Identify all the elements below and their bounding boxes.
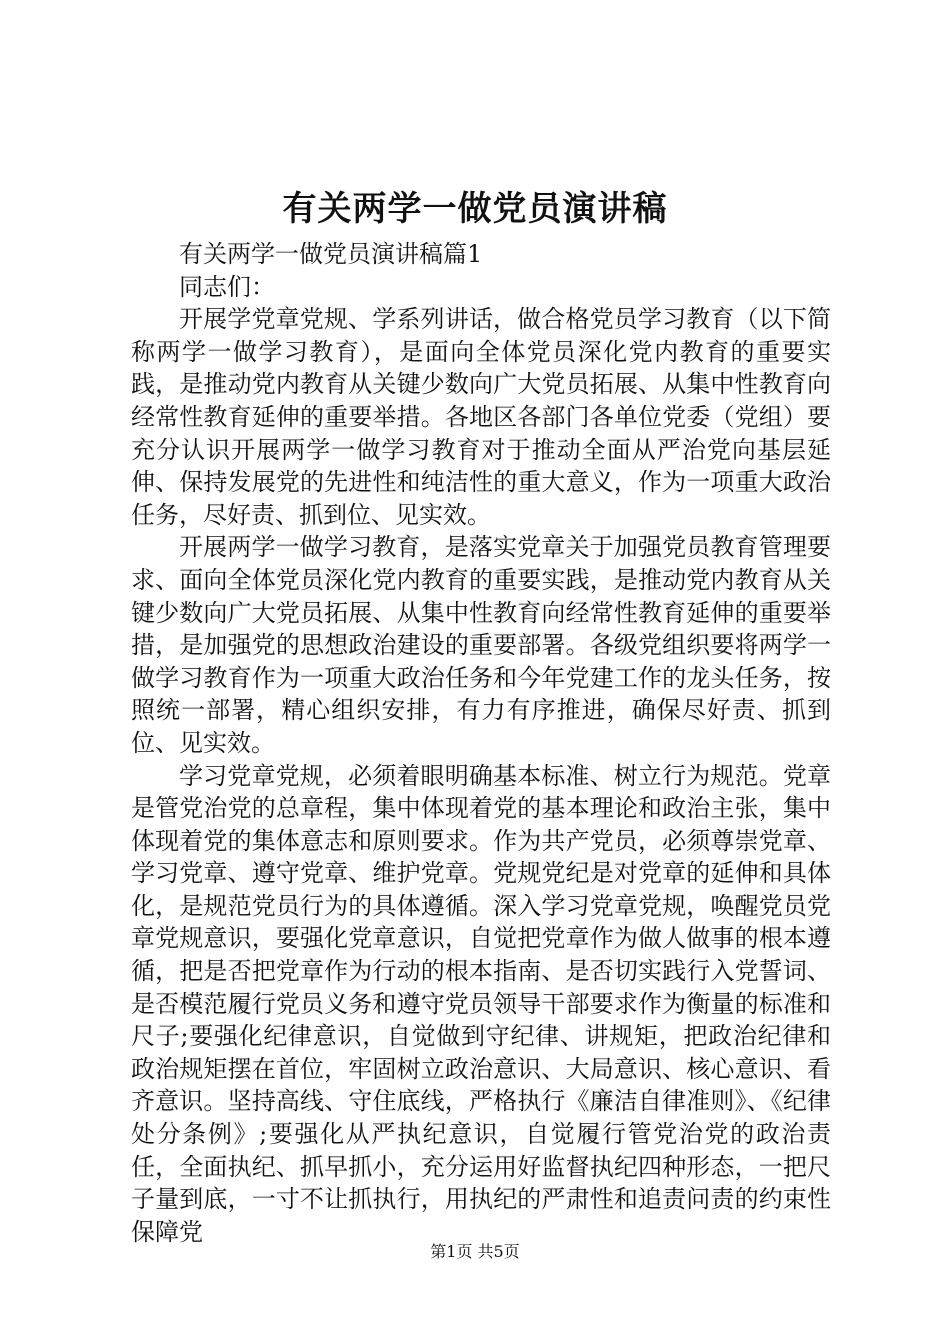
document-title: 有关两学一做党员演讲稿 (282, 189, 668, 229)
paragraph-1: 开展学党章党规、学系列讲话，做合格党员学习教育（以下简称两学一做学习教育），是面向全体党员深化党内教育的重要实践，是推动党内教育从关键少数向广大党员拓展、从集中性教育向经常性教育延伸的重要举措。各地区各部门各单位党委（党组）要充分认识开展两学一做学习教育对于推动全面从严治党向基层延伸、保持发展党的先进性和纯洁性的重大意义，作为一项重大政治任务，尽好责、抓到位、见实效。 (131, 305, 831, 529)
document-subtitle: 有关两学一做党员演讲稿篇1 (179, 240, 483, 268)
salutation: 同志们： (179, 272, 275, 301)
paragraph-2: 开展两学一做学习教育，是落实党章关于加强党员教育管理要求、面向全体党员深化党内教育的重要实践，是推动党内教育从关键少数向广大党员拓展、从集中性教育向经常性教育延伸的重要举措，是加强党的思想政治建设的重要部署。各级党组织要将两学一做学习教育作为一项重大政治任务和今年党建工作的龙头任务，按照统一部署，精心组织安排，有力有序推进，确保尽好责、抓到位、见实效。 (131, 533, 831, 757)
document-body (131, 238, 831, 1248)
page-number: 第1页 共5页 (430, 1242, 520, 1261)
paragraph-3: 学习党章党规，必须着眼明确基本标准、树立行为规范。党章是管党治党的总章程，集中体现着党的基本理论和政治主张，集中体现着党的集体意志和原则要求。作为共产党员，必须尊崇党章、学习党章、遵守党章、维护党章。党规党纪是对党章的延伸和具体化，是规范党员行为的具体遵循。深入学习党章党规，唤醒党员党章党规意识，要强化党章意识，自觉把党章作为做人做事的根本遵循，把是否把党章作为行动的根本指南、是否切实践行入党誓词、是否模范履行党员义务和遵守党员领导干部要求作为衡量的标准和尺子;要强化纪律意识，自觉做到守纪律、讲规矩，把政治纪律和政治规矩摆在首位，牢固树立政治意识、大局意识、核心意识、看齐意识。坚持高线、守住底线，严格执行《廉洁自律准则》、《纪律处分条例》;要强化从严执纪意识，自觉履行管党治党的政治责任，全面执纪、抓早抓小，充分运用好监督执纪四种形态，一把尺子量到底，一寸不让抓执行，用执纪的严肃性和追责问责的约束性保障党 (131, 761, 831, 1246)
